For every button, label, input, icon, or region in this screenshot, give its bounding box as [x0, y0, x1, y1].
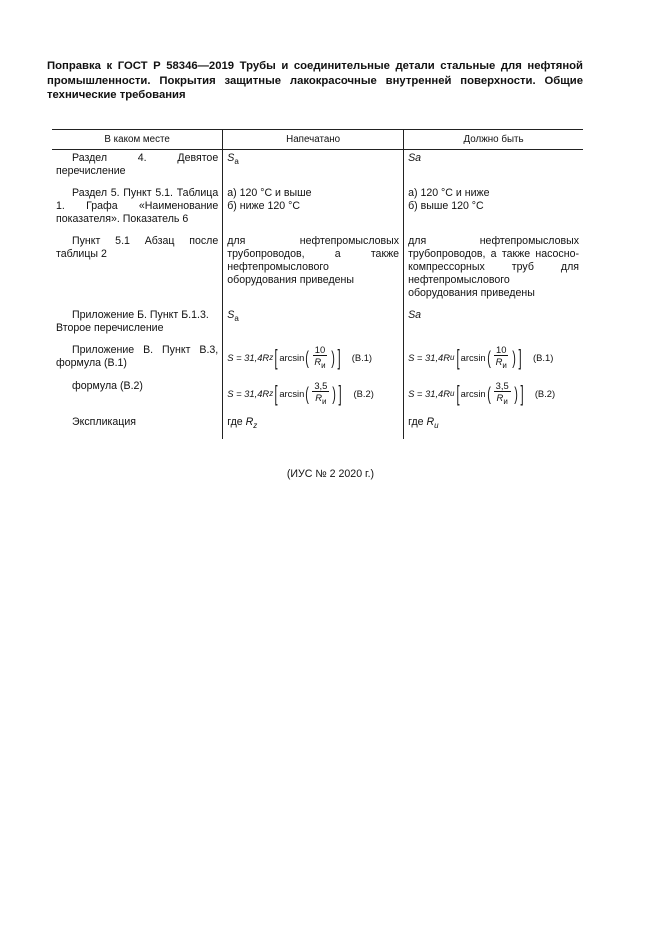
row2-correct: а) 120 °С и ниже б) выше 120 °С — [404, 185, 583, 233]
corrections-table — [52, 129, 583, 439]
row4-correct: Sa — [404, 307, 583, 342]
row1-place: Раздел 4. Девятое перечисление — [56, 152, 219, 177]
row2-printed: а) 120 °С и выше б) ниже 120 °С — [223, 185, 404, 233]
table-row — [52, 307, 583, 342]
row6-correct-formula: S = 31,4R и [ arcsin ( 3,5 Rи ) ] (В.2) — [404, 378, 583, 414]
row1-printed: $S_a$ — [223, 150, 404, 186]
table-header-row — [52, 130, 583, 150]
row5-place: Приложение В. Пункт В.3, формула (В.1) — [56, 344, 219, 369]
row7-place: Экспликация — [72, 416, 136, 428]
row3-printed: для нефтепромысловых трубопроводов, а также нефтепромыслового оборудования приведены — [223, 233, 404, 307]
header-correct: Должно быть — [404, 130, 583, 150]
row7-correct: где $R_и$ — [404, 414, 583, 439]
row2-place: Раздел 5. Пункт 5.1. Таблица 1. Графа «Наименование показателя». Показатель 6 — [56, 187, 219, 225]
row4-place: Приложение Б. Пункт Б.1.3. Второе перечисление — [56, 309, 209, 334]
header-printed: Напечатано — [223, 130, 404, 150]
row1-correct: Sa — [404, 150, 583, 186]
document-title: Поправка к ГОСТ Р 58346—2019 Трубы и соединительные детали стальные для нефтяной промышленности. Покрытия защитные лакокрасочные внутренней поверхности. Общие технические требования — [47, 60, 583, 101]
row3-place: Пункт 5.1 Абзац после таблицы 2 — [56, 235, 219, 260]
header-place: В каком месте — [52, 130, 223, 150]
footer-ius-reference: (ИУС № 2 2020 г.) — [286, 468, 375, 480]
row5-printed-formula: S = 31,4R z [ arcsin ( 10 Rи ) ] (В.1) — [223, 342, 404, 378]
table-row — [52, 378, 583, 414]
table-row — [52, 342, 583, 378]
row6-place: формула (В.2) — [72, 380, 143, 392]
row3-correct: для нефтепромысловых трубопроводов, а также насосно-компрессорных труб для нефтепромыслового оборудования приведены — [404, 233, 583, 307]
row4-printed: $S_a$ — [223, 307, 404, 342]
table-row — [52, 414, 583, 439]
row6-printed-formula: S = 31,4R z [ arcsin ( 3,5 Rи ) ] (В.2) — [223, 378, 404, 414]
row5-correct-formula: S = 31,4R и [ arcsin ( 10 Rи ) ] (В.1) — [404, 342, 583, 378]
row7-printed: где $R_z$ — [223, 414, 404, 439]
table-row — [52, 233, 583, 307]
table-row — [52, 150, 583, 186]
table-row — [52, 185, 583, 233]
